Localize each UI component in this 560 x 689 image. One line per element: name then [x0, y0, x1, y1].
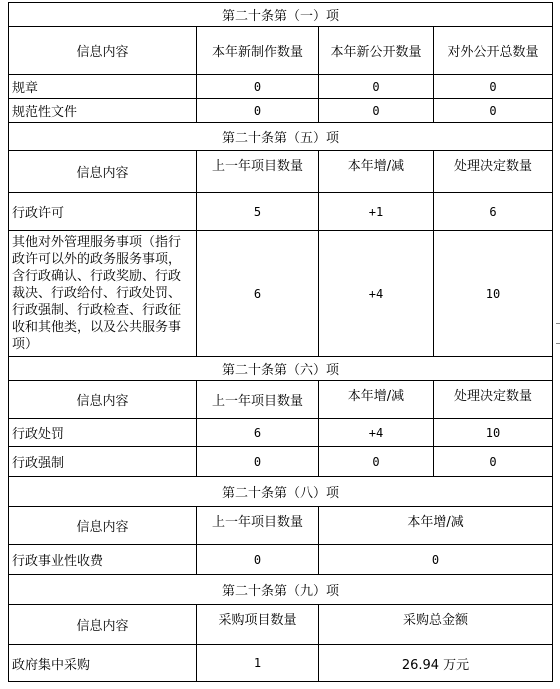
row-label: 规章	[9, 75, 197, 99]
cell-value: 10	[434, 419, 553, 447]
cell-value: 0	[319, 75, 434, 99]
header-info-content: 信息内容	[9, 605, 197, 645]
header-new-public: 本年新公开数量	[319, 27, 434, 75]
cell-value: 0	[434, 99, 553, 123]
header-new-made: 本年新制作数量	[197, 27, 319, 75]
edge-tick	[556, 323, 560, 324]
header-total-public: 对外公开总数量	[434, 27, 553, 75]
row-label: 行政处罚	[9, 419, 197, 447]
cell-value: 0	[197, 99, 319, 123]
section-title-5: 第二十条第（五）项	[9, 123, 553, 151]
cell-value: 0	[319, 545, 553, 575]
table-row	[9, 99, 553, 123]
disclosure-table	[8, 2, 553, 682]
edge-tick	[556, 343, 560, 344]
cell-value: 26.94 万元	[319, 645, 553, 682]
cell-value: 0	[434, 447, 553, 477]
row-label: 政府集中采购	[9, 645, 197, 682]
row-label: 行政事业性收费	[9, 545, 197, 575]
table-row	[9, 645, 553, 682]
table-row	[9, 75, 553, 99]
section-title-9: 第二十条第（九）项	[9, 575, 553, 605]
row-label: 规范性文件	[9, 99, 197, 123]
cell-value: +4	[319, 231, 434, 357]
cell-value: 5	[197, 193, 319, 231]
cell-value: 10	[434, 231, 553, 357]
header-info-content: 信息内容	[9, 507, 197, 545]
cell-value: 0	[434, 75, 553, 99]
header-info-content: 信息内容	[9, 151, 197, 193]
row-label: 行政强制	[9, 447, 197, 477]
header-change: 本年增/减	[319, 507, 553, 545]
cell-value: 1	[197, 645, 319, 682]
cell-value: 0	[319, 447, 434, 477]
cell-value: 0	[197, 545, 319, 575]
cell-value: 6	[434, 193, 553, 231]
header-last-year: 上一年项目数量	[197, 507, 319, 545]
cell-value: +1	[319, 193, 434, 231]
header-info-content: 信息内容	[9, 381, 197, 419]
cell-value: 6	[197, 231, 319, 357]
header-info-content: 信息内容	[9, 27, 197, 75]
table-row	[9, 193, 553, 231]
cell-value: 6	[197, 419, 319, 447]
section-title-8: 第二十条第（八）项	[9, 477, 553, 507]
table-row	[9, 419, 553, 447]
row-label: 行政许可	[9, 193, 197, 231]
header-purchase-total: 采购总金额	[319, 605, 553, 645]
header-change: 本年增/减	[319, 381, 434, 419]
cell-value: 0	[319, 99, 434, 123]
header-handled: 处理决定数量	[434, 151, 553, 193]
section-title-6: 第二十条第（六）项	[9, 357, 553, 381]
header-handled: 处理决定数量	[434, 381, 553, 419]
header-last-year: 上一年项目数量	[197, 381, 319, 419]
section-title-1: 第二十条第（一）项	[9, 3, 553, 27]
cell-value: 0	[197, 447, 319, 477]
row-label: 其他对外管理服务事项（指行政许可以外的政务服务事项，含行政确认、行政奖励、行政裁决、行政给付、行政处罚、行政强制、行政检查、行政征收和其他类，以及公共服务事项）	[9, 231, 197, 357]
table-row	[9, 545, 553, 575]
header-change: 本年增/减	[319, 151, 434, 193]
cell-value: +4	[319, 419, 434, 447]
table-row	[9, 447, 553, 477]
header-last-year: 上一年项目数量	[197, 151, 319, 193]
table-row	[9, 231, 553, 357]
header-purchase-items: 采购项目数量	[197, 605, 319, 645]
cell-value: 0	[197, 75, 319, 99]
